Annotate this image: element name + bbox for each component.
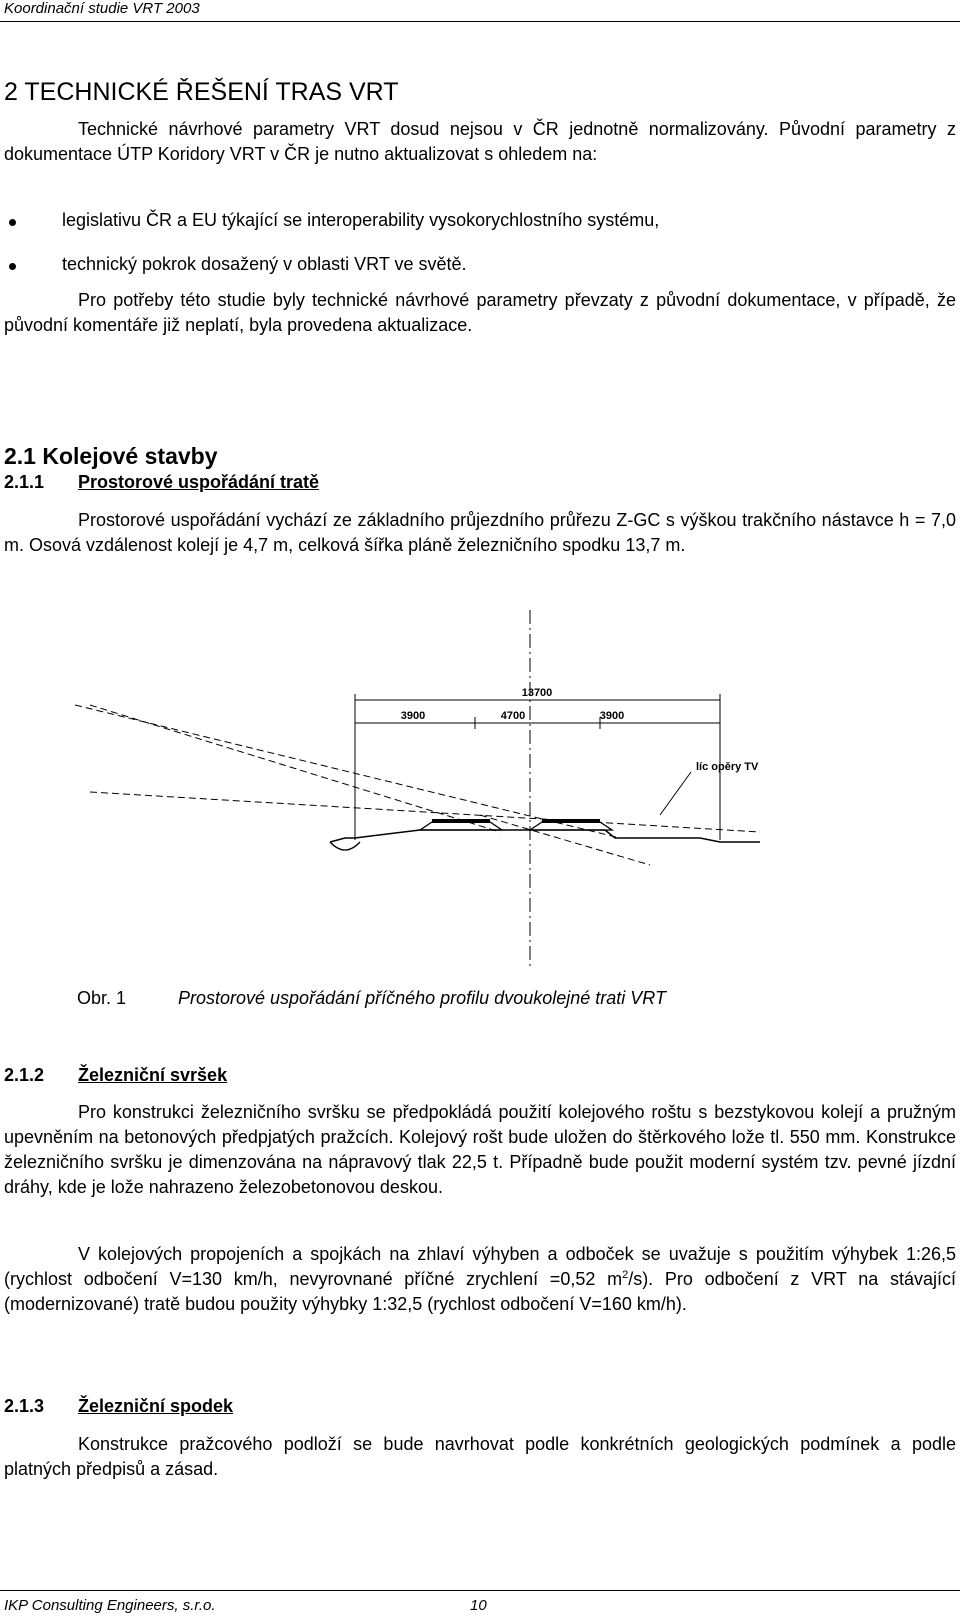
- superstructure-text: Pro konstrukci železničního svršku se předpokládá použití kolejového roštu s bezstykovou kolejí a pružným upevněním na betonových předpjatých pražcích. Kolejový rošt bude uložen do štěrkového lože tl. 550 mm. Konstrukce železničního svršku je dimenzována na nápravový tlak 22,5 t. Případně bude použit moderní systém tzv. pevné jízdní dráhy, kde je lože nahrazeno železobetonovou deskou.: [4, 1102, 956, 1197]
- substructure-paragraph: [4, 1432, 956, 1482]
- substructure-text: Konstrukce pražcového podloží se bude navrhovat podle konkrétních geologických podmínek a podle platných předpisů a zásad.: [4, 1434, 956, 1479]
- bullet-item: legislativu ČR a EU týkající se interoperability vysokorychlostního systému,: [62, 210, 660, 230]
- subsubsection-number: 2.1.2: [4, 1065, 45, 1085]
- bullet-icon: [9, 219, 16, 226]
- turnouts-text-b: /s). Pro odbočení z VRT na stávající (modernizované) tratě budou použity výhybky 1:32,5 (rychlost odbočení V=160 km/h).: [4, 1269, 956, 1314]
- dim-total-label: 13700: [521, 687, 553, 699]
- trackbed-profile: [330, 830, 760, 842]
- bullet-icon: [9, 263, 16, 270]
- sleeper-left: [432, 819, 490, 823]
- section-heading: 2 TECHNICKÉ ŘEŠENÍ TRAS VRT: [4, 78, 399, 106]
- subsection-heading: 2.1 Kolejové stavby: [4, 443, 218, 469]
- footer-divider: [0, 1590, 960, 1591]
- turnouts-text-a: V kolejových propojeních a spojkách na zhlaví výhyben a odboček se uvažuje s použitím výhybek 1:26,5 (rychlost odbočení V=130 km/h, nevyrovnané příčné zrychlení =0,52 m: [4, 1244, 956, 1289]
- subsubsection-title: Železniční spodek: [78, 1396, 234, 1416]
- footer-company: IKP Consulting Engineers, s.r.o.: [4, 1597, 216, 1614]
- abutment-label: líc opěry TV: [696, 761, 759, 773]
- figure-caption-text: Prostorové uspořádání příčného profilu dvoukolejné trati VRT: [178, 988, 666, 1008]
- scope-text: Pro potřeby této studie byly technické návrhové parametry převzaty z původní dokumentace, v případě, že původní komentáře již neplatí, byla provedena aktualizace.: [4, 290, 956, 335]
- header-divider: [0, 21, 960, 22]
- cross-section-drawing: [60, 610, 820, 980]
- dim-left-label: 3900: [400, 710, 426, 722]
- bullet-item: technický pokrok dosažený v oblasti VRT ve světě.: [62, 254, 467, 274]
- label-leader: [660, 772, 691, 815]
- dim-right-label: 3900: [599, 710, 625, 722]
- subsubsection-title: Prostorové uspořádání tratě: [78, 472, 320, 492]
- intro-line1: Technické návrhové parametry VRT dosud nejsou v ČR jednotně normalizovány.: [78, 119, 769, 139]
- sleeper-right: [542, 819, 600, 823]
- document-header: Koordinační studie VRT 2003: [4, 0, 200, 17]
- superscript: 2: [622, 1269, 629, 1281]
- subsubsection-number: 2.1.3: [4, 1396, 45, 1416]
- layout-paragraph: [4, 508, 956, 558]
- turnouts-paragraph: [4, 1242, 956, 1317]
- superstructure-paragraph: [4, 1100, 956, 1200]
- figure-caption-number: Obr. 1: [77, 988, 127, 1008]
- intro-rest: Původní parametry z dokumentace ÚTP Koridory VRT v ČR je nutno aktualizovat s ohledem na:: [4, 119, 956, 164]
- layout-text: Prostorové uspořádání vychází ze základního průjezdního průřezu Z-GC s výškou trakčního nástavce h = 7,0 m. Osová vzdálenost kolejí je 4,7 m, celková šířka pláně železničního spodku 13,7 m.: [4, 510, 956, 555]
- scope-paragraph: [4, 288, 956, 338]
- subsubsection-number: 2.1.1: [4, 472, 45, 492]
- dim-mid-label: 4700: [500, 710, 526, 722]
- page-number: 10: [470, 1597, 487, 1614]
- subsubsection-title: Železniční svršek: [78, 1065, 228, 1085]
- drainage-ditch: [330, 842, 360, 850]
- slope-dashed-line: [75, 705, 620, 838]
- intro-paragraph: [4, 117, 956, 167]
